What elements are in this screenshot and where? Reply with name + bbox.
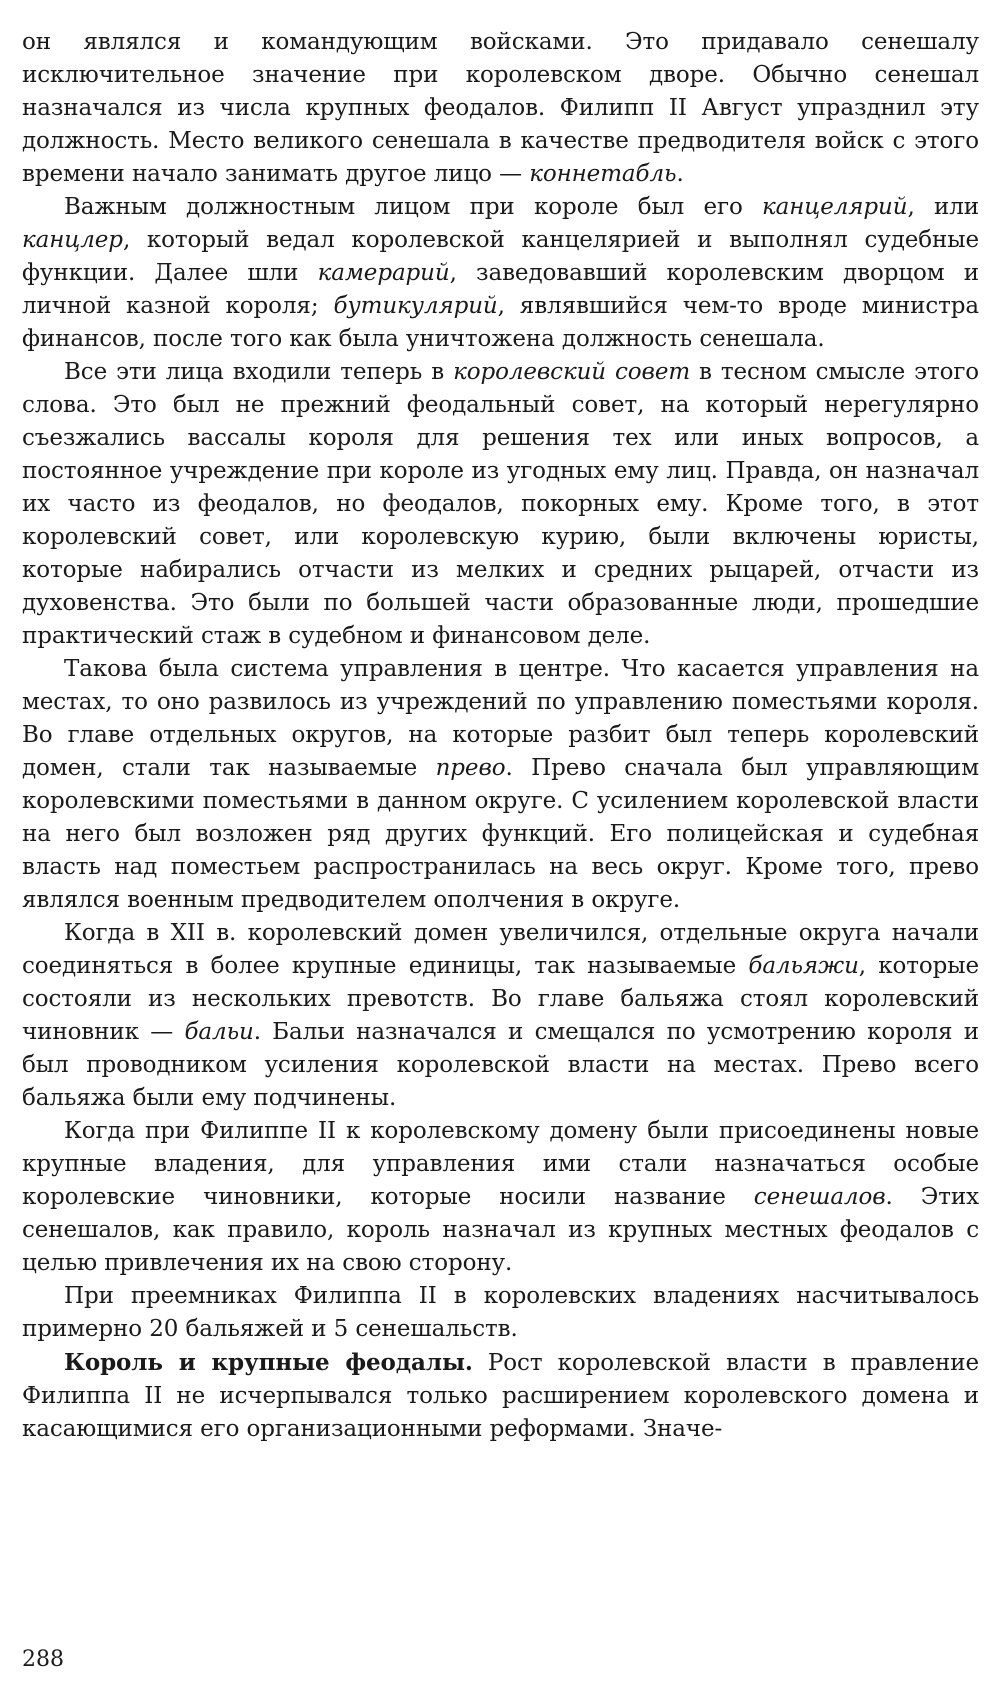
italic-term: коннетабль — [529, 161, 677, 187]
text-run: он являлся и командующим войсками. Это придавало сенешалу исключительное значение при королевском дворе. Обычно сенешал назначался из числа крупных феодалов. Филипп II Август упразднил эту должность. Место великого сенешала в качестве предводителя войск с этого времени начало занимать другое лицо — — [22, 29, 979, 187]
page-number: 288 — [22, 1647, 64, 1672]
text-run: При преемниках Филиппа II в королевских владениях насчитывалось примерно 20 бальяжей и 5 сенешальств. — [22, 1283, 979, 1342]
italic-term: камерарий — [317, 260, 450, 286]
section-heading: Король и крупные феодалы. — [64, 1349, 473, 1376]
paragraph — [22, 1115, 979, 1280]
text-run: в тесном смысле этого слова. Это был не прежний феодальный совет, на который нерегулярно съезжались вассалы короля для решения тех или иных вопросов, а постоянное учреждение при короле из угодных ему лиц. Правда, он назначал их часто из феодалов, но феодалов, покорных ему. Кроме того, в этот королевский совет, или королевскую курию, были включены юристы, которые набирались отчасти из мелких и средних рыцарей, отчасти из духовенства. Это были по большей части образованные люди, прошедшие практический стаж в судебном и финансовом деле. — [22, 359, 980, 649]
italic-term: прево — [435, 755, 506, 781]
italic-term: канцелярий — [762, 194, 908, 220]
text-run: . Этих сенешалов, как правило, король назначал из крупных местных феодалов с целью привлечения их на свою сторону. — [22, 1184, 979, 1276]
text-run: , которые состояли из нескольких превотств. Во главе бальяжа стоял королевский чиновник — — [22, 953, 980, 1045]
italic-term: сенешалов — [753, 1184, 886, 1210]
italic-term: бутикулярий — [333, 293, 498, 319]
text-run: Такова была система управления в центре. Что касается управления на местах, то оно развилось из учреждений по управлению поместьями короля. Во главе отдельных округов, на которые разбит был теперь королевский домен, стали так называемые — [22, 656, 979, 781]
text-run: Когда при Филиппе II к королевскому домену были присоединены новые крупные владения, для управления ими стали назначаться особые королевские чиновники, которые носили название — [22, 1118, 979, 1210]
paragraph — [22, 1346, 979, 1446]
text-run: Важным должностным лицом при короле был его — [64, 194, 762, 220]
paragraph — [22, 1280, 979, 1346]
paragraph — [22, 917, 979, 1115]
text-run: , или — [907, 194, 979, 220]
italic-term: бальи — [184, 1019, 254, 1045]
text-run: . — [676, 161, 684, 187]
text-run: , являвшийся чем-то вроде министра финансов, после того как была уничтожена должность сенешала. — [22, 293, 980, 352]
italic-term: бальяжи — [748, 953, 859, 979]
paragraph — [22, 653, 979, 917]
text-run: Все эти лица входили теперь в — [64, 359, 454, 385]
italic-term: королевский совет — [453, 359, 691, 385]
text-run: . Бальи назначался и смещался по усмотрению короля и был проводником усиления королевской власти на местах. Прево всего бальяжа были ему подчинены. — [22, 1019, 980, 1111]
paragraph — [22, 26, 979, 191]
italic-term: канцлер — [22, 227, 123, 253]
text-run: Рост королевской власти в правление Филиппа II не исчерпывался только расширением королевского домена и касающимися его организационными реформами. Значе- — [22, 1350, 979, 1442]
text-body — [22, 26, 979, 1446]
text-run: Когда в XII в. королевский домен увеличился, отдельные округа начали соединяться в более крупные единицы, так называемые — [22, 920, 979, 979]
text-run: , заведовавший королевским дворцом и личной казной короля; — [22, 260, 979, 319]
paragraph — [22, 191, 979, 356]
text-run: . Прево сначала был управляющим королевскими поместьями в данном округе. С усилением королевской власти на него был возложен ряд других функций. Его полицейская и судебная власть над поместьем распространилась на весь округ. Кроме того, прево являлся военным предводителем ополчения в округе. — [22, 755, 979, 913]
paragraph — [22, 356, 979, 653]
text-run: , который ведал королевской канцелярией и выполнял судебные функции. Далее шли — [22, 227, 979, 286]
